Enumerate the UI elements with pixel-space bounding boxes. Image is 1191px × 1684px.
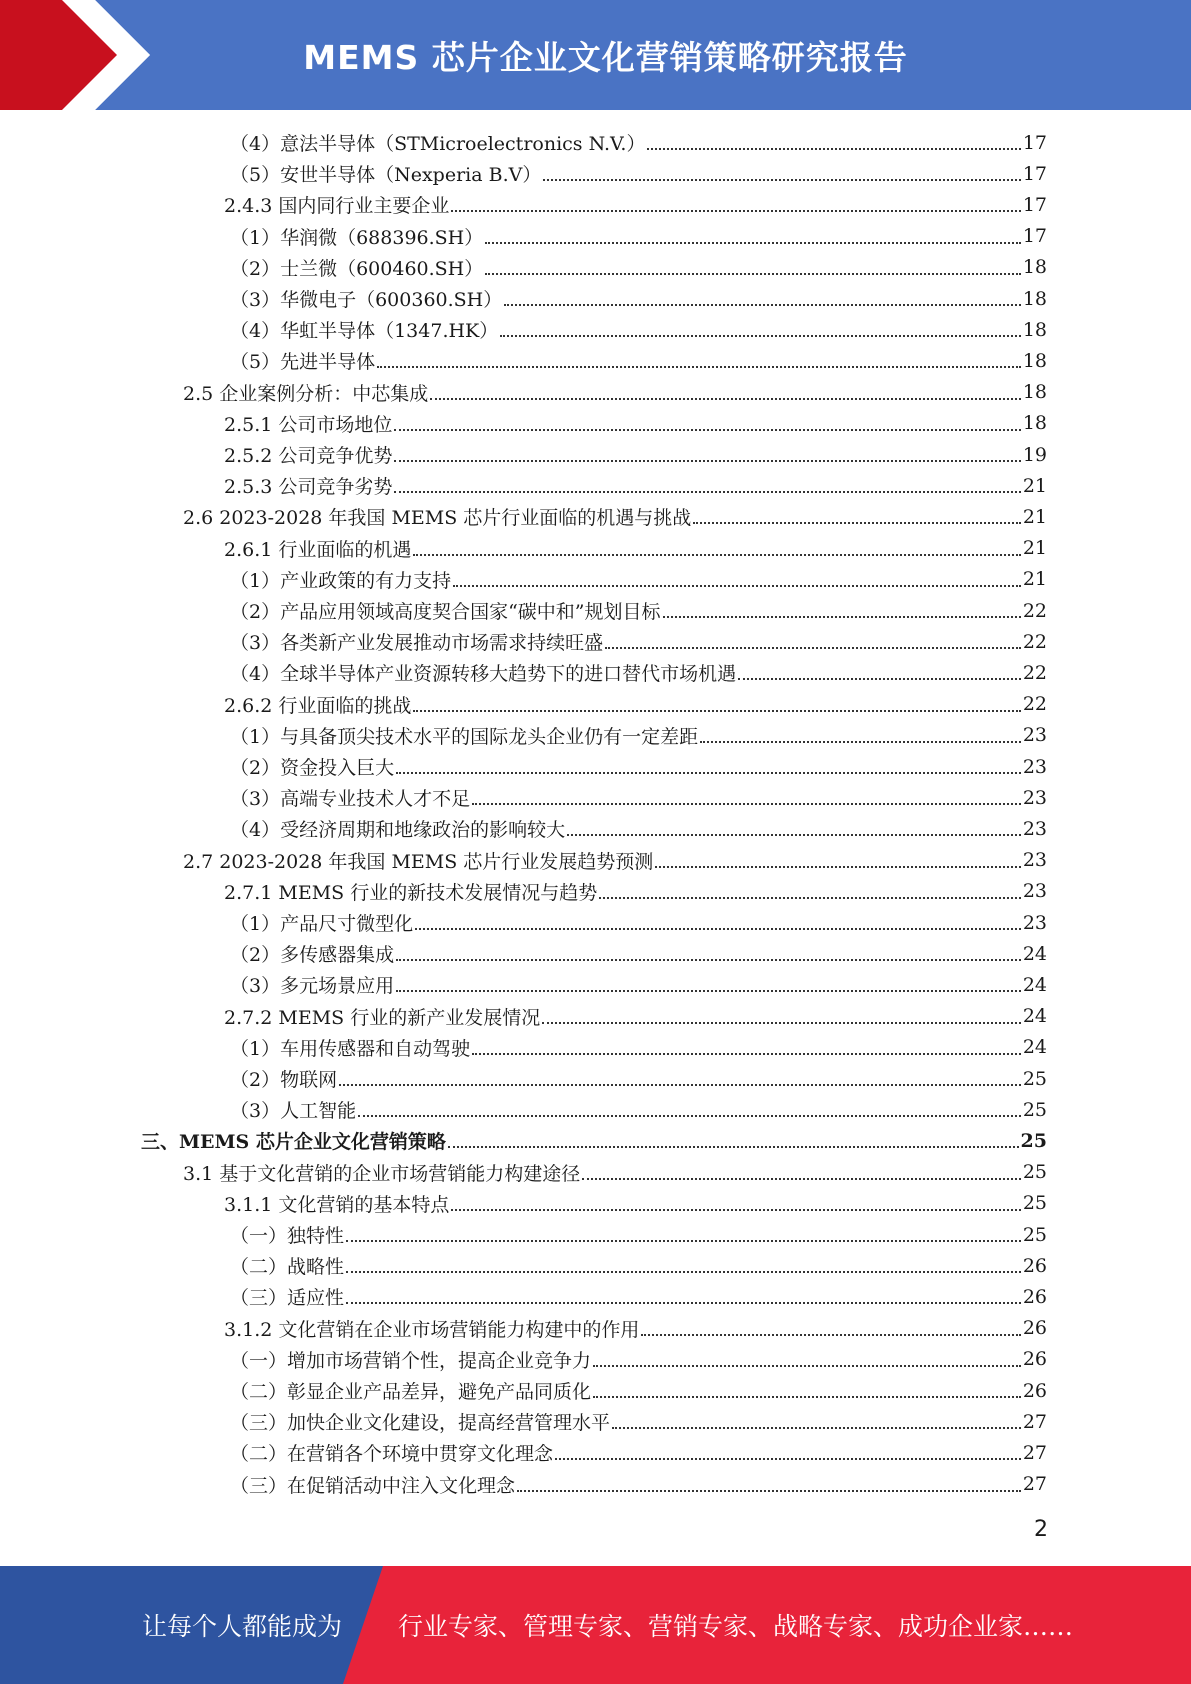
toc-entry[interactable] xyxy=(183,845,1047,876)
toc-entry-title: （1）华润微（688396.SH） xyxy=(230,226,484,249)
toc-dot-leader xyxy=(396,959,1021,961)
toc-entry-title: 三、MEMS 芯片企业文化营销策略 xyxy=(141,1131,446,1154)
toc-entry-page: 18 xyxy=(1022,318,1047,341)
toc-entry-title: 3.1 基于文化营销的企业市场营销能力构建途径 xyxy=(183,1162,581,1185)
toc-entry-page: 17 xyxy=(1022,131,1047,154)
toc-entry[interactable] xyxy=(224,1313,1047,1344)
toc-entry-page: 18 xyxy=(1022,287,1047,310)
toc-entry-title: （4）全球半导体产业资源转移大趋势下的进口替代市场机遇 xyxy=(230,663,737,686)
toc-dot-leader xyxy=(485,273,1021,275)
toc-dot-leader xyxy=(396,990,1021,992)
toc-dot-leader xyxy=(451,210,1020,212)
toc-entry-title: （3）各类新产业发展推动市场需求持续旺盛 xyxy=(230,632,604,655)
page-number: 2 xyxy=(1034,1517,1048,1542)
toc-dot-leader xyxy=(472,803,1021,805)
toc-entry[interactable] xyxy=(224,470,1047,501)
toc-entry[interactable] xyxy=(230,1281,1047,1312)
toc-entry-title: （二）在营销各个环境中贯穿文化理念 xyxy=(230,1443,554,1466)
toc-dot-leader xyxy=(599,897,1021,899)
toc-entry-title: （3）多元场景应用 xyxy=(230,975,395,998)
toc-entry-title: （3）人工智能 xyxy=(230,1100,357,1123)
toc-entry-title: （4）意法半导体（STMicroelectronics N.V.） xyxy=(230,133,646,155)
toc-dot-leader xyxy=(504,304,1021,306)
toc-entry-title: 2.7.1 MEMS 行业的新技术发展情况与趋势 xyxy=(224,881,598,904)
toc-entry[interactable] xyxy=(230,1219,1047,1250)
toc-dot-leader xyxy=(346,1302,1021,1304)
toc-entry[interactable] xyxy=(230,969,1047,1000)
toc-entry-title: （三）加快企业文化建设，提高经营管理水平 xyxy=(230,1412,611,1435)
toc-entry-title: 3.1.1 文化营销的基本特点 xyxy=(224,1193,450,1216)
toc-entry[interactable] xyxy=(230,127,1047,158)
toc-dot-leader xyxy=(663,616,1021,618)
toc-entry-page: 22 xyxy=(1022,599,1047,622)
toc-entry[interactable] xyxy=(224,1001,1047,1032)
toc-entry-page: 26 xyxy=(1022,1317,1047,1340)
toc-entry-title: 2.6.2 行业面临的挑战 xyxy=(224,694,412,717)
toc-entry-page: 25 xyxy=(1020,1129,1047,1152)
toc-entry[interactable] xyxy=(230,626,1047,657)
toc-entry[interactable] xyxy=(230,345,1047,376)
toc-entry-title: （三）在促销活动中注入文化理念 xyxy=(230,1474,516,1497)
toc-entry-title: （1）与具备顶尖技术水平的国际龙头企业仍有一定差距 xyxy=(230,725,699,748)
toc-dot-leader xyxy=(396,772,1021,774)
toc-entry[interactable] xyxy=(230,813,1047,844)
toc-entry-title: （三）适应性 xyxy=(230,1287,345,1310)
toc-entry[interactable] xyxy=(141,1125,1047,1156)
toc-entry-page: 25 xyxy=(1022,1223,1047,1246)
toc-entry[interactable] xyxy=(224,533,1047,564)
toc-entry[interactable] xyxy=(230,1406,1047,1437)
toc-entry-page: 21 xyxy=(1022,568,1047,591)
toc-dot-leader xyxy=(567,834,1021,836)
toc-dot-leader xyxy=(472,1053,1021,1055)
toc-entry[interactable] xyxy=(224,408,1047,439)
toc-dot-leader xyxy=(612,1427,1021,1429)
toc-entry-page: 24 xyxy=(1022,1036,1047,1059)
toc-entry-page: 22 xyxy=(1022,693,1047,716)
toc-dot-leader xyxy=(451,1209,1020,1211)
toc-entry-title: （二）战略性 xyxy=(230,1256,345,1279)
toc-entry[interactable] xyxy=(230,1250,1047,1281)
toc-dot-leader xyxy=(339,1084,1021,1086)
toc-entry-title: （4）受经济周期和地缘政治的影响较大 xyxy=(230,819,566,842)
toc-entry-title: 3.1.2 文化营销在企业市场营销能力构建中的作用 xyxy=(224,1318,640,1341)
toc-entry-page: 24 xyxy=(1022,942,1047,965)
toc-entry-title: （1）车用传感器和自动驾驶 xyxy=(230,1037,471,1060)
toc-entry-page: 23 xyxy=(1022,724,1047,747)
toc-dot-leader xyxy=(517,1490,1021,1492)
toc-dot-leader xyxy=(394,491,1020,493)
toc-entry[interactable] xyxy=(230,1032,1047,1063)
toc-entry-page: 23 xyxy=(1022,880,1047,903)
toc-entry-title: 2.5 企业案例分析：中芯集成 xyxy=(183,382,429,405)
toc-dot-leader xyxy=(394,429,1020,431)
toc-entry-page: 25 xyxy=(1022,1067,1047,1090)
toc-entry-title: （1）产业政策的有力支持 xyxy=(230,569,452,592)
toc-entry-page: 26 xyxy=(1022,1348,1047,1371)
toc-entry[interactable] xyxy=(224,439,1047,470)
toc-dot-leader xyxy=(413,710,1020,712)
toc-dot-leader xyxy=(543,179,1020,181)
toc-entry-title: 2.4.3 国内同行业主要企业 xyxy=(224,195,450,218)
toc-entry[interactable] xyxy=(183,1157,1047,1188)
toc-entry-page: 25 xyxy=(1022,1098,1047,1121)
toc-dot-leader xyxy=(641,1334,1020,1336)
toc-entry-title: 2.6.1 行业面临的机遇 xyxy=(224,538,412,561)
toc-entry-title: （2）资金投入巨大 xyxy=(230,757,395,779)
toc-entry[interactable] xyxy=(230,1375,1047,1406)
toc-entry[interactable] xyxy=(230,1094,1047,1125)
toc-dot-leader xyxy=(346,1240,1021,1242)
toc-entry-page: 19 xyxy=(1022,443,1047,466)
toc-entry-page: 26 xyxy=(1022,1379,1047,1402)
toc-dot-leader xyxy=(500,335,1021,337)
toc-dot-leader xyxy=(358,1115,1021,1117)
toc-entry[interactable] xyxy=(230,907,1047,938)
toc-entry[interactable] xyxy=(224,189,1047,220)
toc-entry-page: 23 xyxy=(1022,786,1047,809)
toc-entry[interactable] xyxy=(230,782,1047,813)
toc-entry-page: 18 xyxy=(1022,349,1047,372)
toc-entry[interactable] xyxy=(230,595,1047,626)
toc-entry-title: （2）产品应用领域高度契合国家“碳中和”规划目标 xyxy=(230,601,661,623)
toc-entry-page: 25 xyxy=(1022,1161,1047,1184)
toc-entry-page: 24 xyxy=(1022,973,1047,996)
toc-entry-page: 18 xyxy=(1022,381,1047,404)
toc-entry[interactable] xyxy=(230,1437,1047,1468)
toc-entry-title: （一）独特性 xyxy=(230,1225,345,1247)
toc-entry-page: 22 xyxy=(1022,630,1047,653)
toc-entry-page: 18 xyxy=(1022,412,1047,435)
toc-entry-page: 27 xyxy=(1022,1473,1047,1496)
toc-entry[interactable] xyxy=(230,564,1047,595)
toc-entry-page: 27 xyxy=(1022,1441,1047,1464)
toc-entry-page: 23 xyxy=(1022,911,1047,934)
toc-entry[interactable] xyxy=(230,314,1047,345)
toc-entry[interactable] xyxy=(230,751,1047,782)
toc-entry-page: 17 xyxy=(1022,162,1047,185)
toc-dot-leader xyxy=(377,366,1021,368)
toc-entry-page: 27 xyxy=(1022,1410,1047,1433)
toc-entry-page: 23 xyxy=(1022,755,1047,778)
toc-entry[interactable] xyxy=(230,938,1047,969)
toc-entry[interactable] xyxy=(230,657,1047,688)
toc-entry-page: 21 xyxy=(1022,474,1047,497)
toc-entry-title: 2.7 2023-2028 年我国 MEMS 芯片行业发展趋势预测 xyxy=(183,850,654,873)
toc-entry[interactable] xyxy=(230,221,1047,252)
toc-entry-page: 17 xyxy=(1022,193,1047,216)
toc-entry-title: 2.5.1 公司市场地位 xyxy=(224,413,393,436)
toc-entry-title: （1）产品尺寸微型化 xyxy=(230,913,414,935)
toc-entry-title: （2）物联网 xyxy=(230,1069,338,1091)
footer-slogan-right: 行业专家、管理专家、营销专家、战略专家、成功企业家…… xyxy=(398,1612,1074,1641)
footer-slogan-left: 让每个人都能成为 xyxy=(142,1612,343,1641)
toc-entry[interactable] xyxy=(224,689,1047,720)
toc-entry-title: （3）高端专业技术人才不足 xyxy=(230,788,471,811)
toc-dot-leader xyxy=(346,1271,1021,1273)
page-footer xyxy=(0,1566,1191,1684)
toc-entry[interactable] xyxy=(183,501,1047,532)
toc-entry-page: 18 xyxy=(1022,256,1047,279)
toc-entry-title: （一）增加市场营销个性，提高企业竞争力 xyxy=(230,1349,592,1372)
toc-entry-title: （2）多传感器集成 xyxy=(230,944,395,967)
toc-entry[interactable] xyxy=(230,283,1047,314)
toc-dot-leader xyxy=(647,148,1020,150)
toc-entry[interactable] xyxy=(230,252,1047,283)
page-header xyxy=(0,0,1191,110)
toc-dot-leader xyxy=(485,242,1021,244)
toc-dot-leader xyxy=(582,1178,1021,1180)
toc-entry[interactable] xyxy=(224,876,1047,907)
toc-entry[interactable] xyxy=(230,1469,1047,1500)
toc-dot-leader xyxy=(738,678,1021,680)
toc-dot-leader xyxy=(655,866,1021,868)
toc-dot-leader xyxy=(700,741,1021,743)
toc-dot-leader xyxy=(542,1022,1021,1024)
toc-dot-leader xyxy=(555,1458,1021,1460)
toc-entry[interactable] xyxy=(230,720,1047,751)
toc-entry-page: 17 xyxy=(1022,225,1047,248)
toc-dot-leader xyxy=(693,522,1021,524)
toc-entry-page: 24 xyxy=(1022,1005,1047,1028)
toc-entry-title: 2.7.2 MEMS 行业的新产业发展情况 xyxy=(224,1006,541,1029)
toc-entry-title: 2.6 2023-2028 年我国 MEMS 芯片行业面临的机遇与挑战 xyxy=(183,507,692,530)
toc-entry-title: （二）彰显企业产品差异，避免产品同质化 xyxy=(230,1381,592,1403)
toc-entry[interactable] xyxy=(230,1063,1047,1094)
toc-entry[interactable] xyxy=(183,377,1047,408)
report-title: MEMS 芯片企业文化营销策略研究报告 xyxy=(303,37,908,77)
toc-entry-title: （2）士兰微（600460.SH） xyxy=(230,257,484,280)
toc-entry-title: （5）安世半导体（Nexperia B.V） xyxy=(230,164,542,187)
toc-entry-page: 26 xyxy=(1022,1254,1047,1277)
toc-entry-title: （3）华微电子（600360.SH） xyxy=(230,289,503,311)
toc-entry-page: 22 xyxy=(1022,661,1047,684)
toc-entry-title: （4）华虹半导体（1347.HK） xyxy=(230,320,499,343)
toc-entry-page: 23 xyxy=(1022,849,1047,872)
toc-dot-leader xyxy=(394,460,1020,462)
toc-dot-leader xyxy=(430,398,1021,400)
toc-dot-leader xyxy=(593,1365,1021,1367)
toc-entry[interactable] xyxy=(224,1188,1047,1219)
toc-entry-title: （5）先进半导体 xyxy=(230,351,376,374)
toc-entry[interactable] xyxy=(230,1344,1047,1375)
toc-dot-leader xyxy=(605,647,1021,649)
toc-entry-page: 21 xyxy=(1022,537,1047,560)
toc-entry-title: 2.5.2 公司竞争优势 xyxy=(224,445,393,467)
toc-dot-leader xyxy=(413,554,1020,556)
toc-dot-leader xyxy=(448,1146,1019,1148)
toc-dot-leader xyxy=(593,1396,1021,1398)
toc-dot-leader xyxy=(453,585,1021,587)
toc-dot-leader xyxy=(415,928,1021,930)
toc-entry-page: 25 xyxy=(1022,1192,1047,1215)
toc-entry-title: 2.5.3 公司竞争劣势 xyxy=(224,476,393,499)
toc-entry-page: 21 xyxy=(1022,505,1047,528)
toc-entry-page: 23 xyxy=(1022,817,1047,840)
toc-entry-page: 26 xyxy=(1022,1285,1047,1308)
toc-entry[interactable] xyxy=(230,158,1047,189)
